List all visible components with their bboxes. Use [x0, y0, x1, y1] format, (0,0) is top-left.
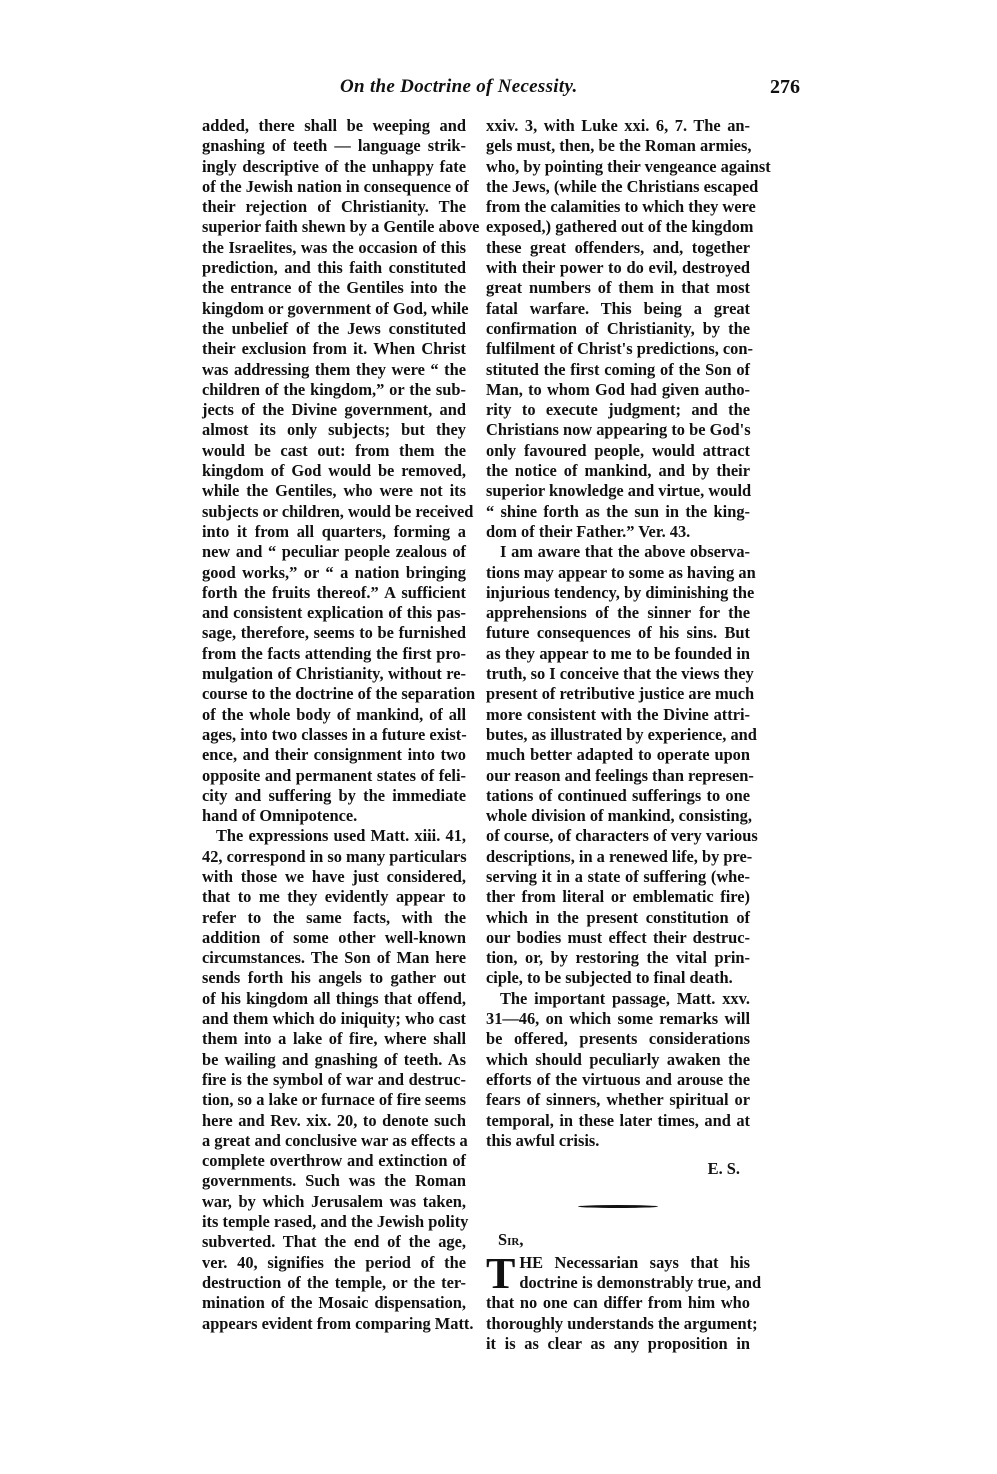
text-line: children of the kingdom,” or the sub- — [202, 379, 466, 399]
text-line: mulgation of Christianity, without re- — [202, 664, 466, 684]
text-line: destruction of the temple, or the ter- — [202, 1272, 466, 1292]
text-line: and them which do iniquity; who cast — [202, 1009, 466, 1029]
text-line: almost its only subjects; but they — [202, 420, 466, 440]
text-line: opposite and permanent states of feli- — [202, 765, 466, 785]
text-line: descriptions, in a renewed life, by pre- — [486, 846, 753, 866]
text-line: the unbelief of the Jews constituted — [202, 318, 466, 338]
text-line: the Jews, (while the Christians escaped — [486, 176, 759, 196]
text-line: ence, and their consignment into two — [202, 745, 466, 765]
text-line: its temple rased, and the Jewish polity — [202, 1212, 469, 1232]
text-line: future consequences of his sins. But — [486, 623, 750, 643]
text-line: be offered, presents considerations — [486, 1029, 750, 1049]
text-line: fears of sinners, whether spiritual or — [486, 1090, 750, 1110]
right-column — [486, 116, 771, 1354]
text-line: as they appear to me to be founded in — [486, 643, 750, 663]
text-line: complete overthrow and extinction of — [202, 1151, 466, 1171]
text-line: much better adapted to operate upon — [486, 745, 750, 765]
text-line: with those we have just considered, — [202, 866, 466, 886]
text-line: was addressing them they were “ the — [202, 359, 466, 379]
text-line: ciple, to be subjected to final death. — [486, 968, 733, 988]
running-title: On the Doctrine of Necessity. — [340, 76, 578, 97]
text-line: city and suffering by the immediate — [202, 785, 466, 805]
page-header — [200, 76, 800, 106]
text-line: appears evident from comparing Matt. — [202, 1313, 474, 1333]
text-line: jects of the Divine government, and — [202, 400, 466, 420]
text-line: gels must, then, be the Roman armies, — [486, 136, 752, 156]
text-line: our bodies must effect their destruc- — [486, 927, 750, 947]
text-line: forth the fruits thereof.” A sufficient — [202, 582, 466, 602]
text-line: exposed,) gathered out of the kingdom — [486, 217, 754, 237]
text-line: truth, so I conceive that the views they — [486, 664, 754, 684]
text-line: whole division of mankind, consisting, — [486, 806, 752, 826]
text-line: into it from all quarters, forming a — [202, 521, 466, 541]
text-line: course to the doctrine of the separation — [202, 684, 476, 704]
text-line: confirmation of Christianity, by the — [486, 318, 750, 338]
salutation: Sir, — [498, 1230, 524, 1250]
text-line: tion, so a lake or furnace of fire seems — [202, 1090, 466, 1110]
text-line: sends forth his angels to gather out — [202, 968, 466, 988]
text-line: this awful crisis. — [486, 1130, 600, 1150]
text-line: serving it in a state of suffering (whe- — [486, 866, 750, 886]
page-number: 276 — [770, 76, 800, 98]
text-line: fatal warfare. This being a great — [486, 298, 750, 318]
text-line: dom of their Father.” Ver. 43. — [486, 521, 691, 541]
text-line: tion, or, by restoring the vital prin- — [486, 948, 750, 968]
text-line: their rejection of Christianity. The — [202, 197, 466, 217]
text-line: hand of Omnipotence. — [202, 806, 358, 826]
text-line: war, by which Jerusalem was taken, — [202, 1191, 466, 1211]
text-line: mination of the Mosaic dispensation, — [202, 1293, 466, 1313]
text-line: them into a lake of fire, where shall — [202, 1029, 466, 1049]
text-line: added, there shall be weeping and — [202, 116, 466, 135]
text-line: fire is the symbol of war and destruc- — [202, 1069, 466, 1089]
text-line: tions may appear to some as having an — [486, 562, 756, 582]
text-line: who, by pointing their vengeance against — [486, 156, 771, 176]
text-line: xxiv. 3, with Luke xxi. 6, 7. The an- — [486, 116, 750, 135]
text-line: that to me they evidently appear to — [202, 887, 466, 907]
text-line: subjects or children, would be received — [202, 501, 474, 521]
text-line: which should peculiarly awaken the — [486, 1049, 750, 1069]
text-line: from the calamities to which they were — [486, 197, 756, 217]
text-line: The expressions used Matt. xiii. 41, — [216, 826, 466, 846]
text-line: efforts of the virtuous and arouse the — [486, 1069, 750, 1089]
text-line: these great offenders, and, together — [486, 237, 750, 257]
text-line: kingdom or government of God, while — [202, 298, 469, 318]
text-line: be wailing and gnashing of teeth. As — [202, 1049, 466, 1069]
text-line: the Israelites, was the occasion of this — [202, 237, 466, 257]
text-line: present of retributive justice are much — [486, 684, 755, 704]
text-line: which in the present constitution of — [486, 907, 750, 927]
text-line: a great and conclusive war as effects a — [202, 1130, 468, 1150]
text-line: that no one can differ from him who — [486, 1293, 750, 1313]
text-line: ver. 40, signifies the period of the — [202, 1252, 466, 1272]
text-line: while the Gentiles, who were not its — [202, 481, 466, 501]
text-line: of course, of characters of very various — [486, 826, 758, 846]
text-line: circumstances. The Son of Man here — [202, 948, 466, 968]
text-line: here and Rev. xix. 20, to denote such — [202, 1110, 466, 1130]
text-line: great numbers of them in that most — [486, 278, 750, 298]
text-line: Christians now appearing to be God's — [486, 420, 751, 440]
text-line: Man, to whom God had given autho- — [486, 379, 750, 399]
text-line: the entrance of the Gentiles into the — [202, 278, 466, 298]
text-line: I am aware that the above observa- — [500, 542, 750, 562]
text-line: their exclusion from it. When Christ — [202, 339, 466, 359]
text-line: good works,” or “ a nation bringing — [202, 562, 466, 582]
text-line: superior knowledge and virtue, would — [486, 481, 752, 501]
text-line: refer to the same facts, with the — [202, 907, 466, 927]
text-line: would be cast out: from them the — [202, 440, 466, 460]
text-line: of the whole body of mankind, of all — [202, 704, 466, 724]
text-line: apprehensions of the sinner for the — [486, 603, 750, 623]
letter-opening — [486, 1248, 762, 1298]
text-line: thoroughly understands the argument; — [486, 1313, 758, 1333]
drop-cap: T — [486, 1248, 516, 1298]
text-line: with their power to do evil, destroyed — [486, 258, 750, 278]
text-line: and consistent explication of this pas- — [202, 603, 466, 623]
text-line: ingly descriptive of the unhappy fate — [202, 156, 466, 176]
text-line: butes, as illustrated by experience, and — [486, 724, 757, 744]
text-line: injurious tendency, by diminishing the — [486, 582, 755, 602]
text-line: fulfilment of Christ's predictions, con- — [486, 339, 753, 359]
text-line: stituted the first coming of the Son of — [486, 359, 750, 379]
text-line: it is as clear as any proposition in — [486, 1333, 750, 1353]
text-line: temporal, in these later times, and at — [486, 1110, 750, 1130]
text-line: of the Jewish nation in consequence of — [202, 176, 469, 196]
text-line: the notice of mankind, and by their — [486, 461, 750, 481]
text-line: more consistent with the Divine attri- — [486, 704, 750, 724]
text-line: ther from literal or emblematic fire) — [486, 887, 750, 907]
text-line: tations of continued sufferings to one — [486, 785, 750, 805]
text-line: prediction, and this faith constituted — [202, 258, 466, 278]
text-line: sage, therefore, seems to be furnished — [202, 623, 466, 643]
text-line: “ shine forth as the sun in the king- — [486, 501, 750, 521]
text-line: HE Necessarian says that his — [519, 1252, 750, 1272]
text-line: rity to execute judgment; and the — [486, 400, 750, 420]
text-line: governments. Such was the Roman — [202, 1171, 466, 1191]
text-line: addition of some other well-known — [202, 927, 466, 947]
text-line: 31—46, on which some remarks will — [486, 1009, 750, 1029]
text-line: of his kingdom all things that offend, — [202, 988, 466, 1008]
text-line: superior faith shewn by a Gentile above — [202, 217, 480, 237]
text-line: our reason and feelings than represen- — [486, 765, 754, 785]
text-line: from the facts attending the first pro- — [202, 643, 466, 663]
text-line: new and “ peculiar people zealous of — [202, 542, 466, 562]
text-line: 42, correspond in so many particulars — [202, 846, 467, 866]
section-divider — [578, 1205, 658, 1208]
text-line: The important passage, Matt. xxv. — [500, 988, 750, 1008]
left-column — [202, 116, 480, 1334]
text-line: kingdom of God would be removed, — [202, 461, 466, 481]
signature: E. S. — [707, 1159, 740, 1179]
text-line: subverted. That the end of the age, — [202, 1232, 466, 1252]
text-line: ages, into two classes in a future exist- — [202, 724, 467, 744]
text-line: only favoured people, would attract — [486, 440, 750, 460]
text-line: doctrine is demonstrably true, and — [519, 1273, 762, 1293]
text-line: gnashing of teeth — language strik- — [202, 136, 466, 156]
